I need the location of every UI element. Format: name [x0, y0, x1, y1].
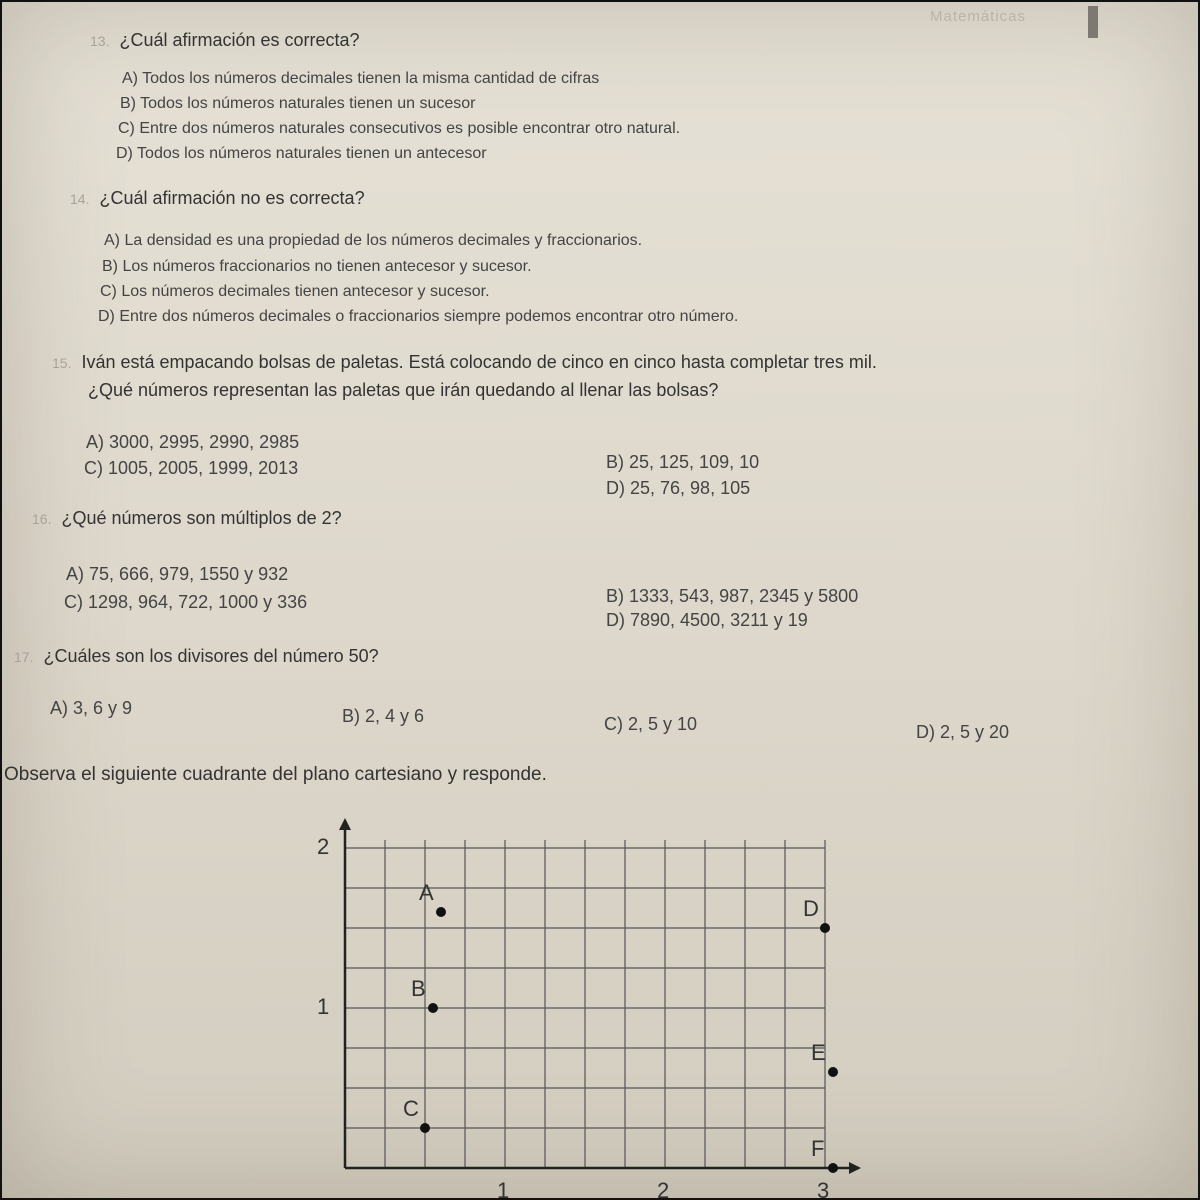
y-tick-label: 2	[317, 834, 330, 859]
question-16	[32, 508, 342, 529]
q15-option-c: C) 1005, 2005, 1999, 2013	[84, 458, 299, 478]
question-15-number: 15.	[52, 355, 72, 371]
q13-option-d: D) Todos los números naturales tienen un antecesor	[116, 145, 487, 162]
q14-option-d: D) Entre dos números decimales o fraccionarios siempre podemos encontrar otro número.	[98, 308, 739, 325]
header-bar	[1088, 6, 1098, 38]
q16-option-a: A) 75, 666, 979, 1550 y 932	[66, 564, 289, 584]
point-d-dot	[820, 923, 830, 933]
q17-option-b: B) 2, 4 y 6	[342, 706, 425, 726]
q15-option-a: A) 3000, 2995, 2990, 2985	[86, 432, 300, 452]
point-c-label: C	[403, 1096, 419, 1121]
plane-tick-labels	[317, 834, 829, 1200]
q17-option-c: C) 2, 5 y 10	[604, 714, 698, 734]
q15-option-d: D) 25, 76, 98, 105	[606, 478, 751, 498]
point-f-label: F	[811, 1136, 825, 1161]
x-axis-arrow-icon	[849, 1162, 861, 1174]
q13-option-b: B) Todos los números naturales tienen un sucesor	[120, 95, 476, 112]
question-13-number: 13.	[90, 33, 110, 49]
question-16-text: ¿Qué números son múltiplos de 2?	[61, 508, 342, 528]
point-e-dot	[828, 1067, 838, 1077]
question-14-text: ¿Cuál afirmación no es correcta?	[99, 188, 365, 208]
question-14-number: 14.	[70, 191, 90, 207]
subject-header: Matemáticas	[930, 8, 1027, 25]
q14-option-b: B) Los números fraccionarios no tienen antecesor y sucesor.	[102, 258, 532, 275]
question-15-line2: ¿Qué números representan las paletas que irán quedando al llenar las bolsas?	[88, 380, 719, 400]
question-17-text: ¿Cuáles son los divisores del número 50?	[43, 646, 379, 666]
point-a-dot	[436, 907, 446, 917]
question-17	[14, 646, 379, 667]
x-tick-label: 3	[817, 1178, 830, 1200]
point-d-label: D	[803, 896, 819, 921]
point-e-label: E	[811, 1040, 826, 1065]
point-f-dot	[828, 1163, 838, 1173]
q16-option-b: B) 1333, 543, 987, 2345 y 5800	[606, 586, 859, 606]
q15-option-b: B) 25, 125, 109, 10	[606, 452, 760, 472]
question-15	[52, 352, 877, 373]
point-b-dot	[428, 1003, 438, 1013]
q16-option-d: D) 7890, 4500, 3211 y 19	[606, 610, 808, 630]
point-c-dot	[420, 1123, 430, 1133]
question-13-text: ¿Cuál afirmación es correcta?	[119, 30, 360, 50]
plane-instruction: Observa el siguiente cuadrante del plano cartesiano y responde.	[4, 764, 547, 785]
point-a-label: A	[419, 880, 434, 905]
x-tick-label: 1	[497, 1178, 510, 1200]
question-17-number: 17.	[14, 649, 34, 665]
q13-option-a: A) Todos los números decimales tienen la misma cantidad de cifras	[122, 70, 600, 87]
y-tick-label: 1	[317, 994, 330, 1019]
q17-option-d: D) 2, 5 y 20	[916, 722, 1010, 742]
question-14	[70, 188, 365, 209]
q14-option-c: C) Los números decimales tienen antecesor y sucesor.	[100, 283, 490, 300]
question-13	[90, 30, 360, 51]
x-tick-label: 2	[657, 1178, 670, 1200]
question-15-text-line1: Iván está empacando bolsas de paletas. Está colocando de cinco en cinco hasta completar tres mil.	[81, 352, 877, 372]
cartesian-plane	[300, 800, 880, 1200]
y-axis-arrow-icon	[339, 818, 351, 830]
q16-option-c: C) 1298, 964, 722, 1000 y 336	[64, 592, 308, 612]
q17-option-a: A) 3, 6 y 9	[50, 698, 133, 718]
plane-points	[403, 880, 838, 1173]
q13-option-c: C) Entre dos números naturales consecutivos es posible encontrar otro natural.	[118, 120, 681, 137]
question-16-number: 16.	[32, 511, 52, 527]
q14-option-a: A) La densidad es una propiedad de los números decimales y fraccionarios.	[104, 232, 643, 249]
point-b-label: B	[411, 976, 426, 1001]
